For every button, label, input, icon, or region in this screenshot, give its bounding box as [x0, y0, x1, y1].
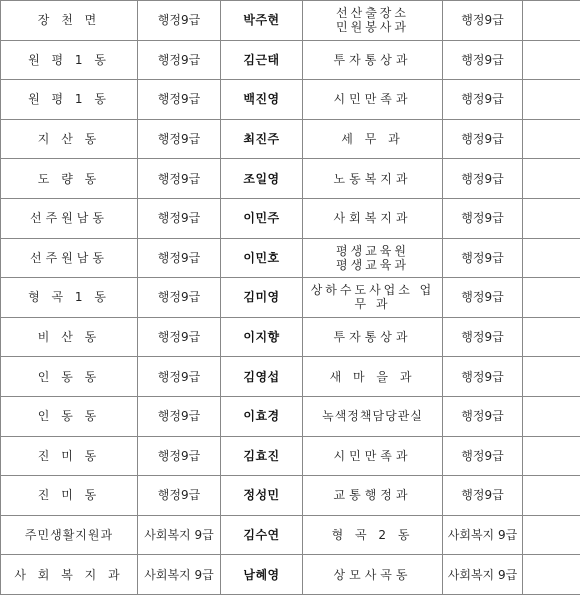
empty-cell: [523, 515, 580, 555]
table-row: [1, 238, 580, 278]
new-grade: 행정9급: [443, 238, 523, 278]
table-row: [1, 396, 580, 436]
empty-cell: [523, 317, 580, 357]
employee-name: 백진영: [221, 80, 303, 120]
new-grade: 행정9급: [443, 1, 523, 41]
employee-name: 이민호: [221, 238, 303, 278]
new-dept: 세 무 과: [303, 119, 443, 159]
table-row: [1, 317, 580, 357]
empty-cell: [523, 278, 580, 318]
employee-name: 김미영: [221, 278, 303, 318]
current-dept: 원 평 1 동: [1, 40, 138, 80]
current-grade: 행정9급: [138, 436, 221, 476]
empty-cell: [523, 436, 580, 476]
current-grade: 행정9급: [138, 119, 221, 159]
current-grade: 행정9급: [138, 476, 221, 516]
current-dept: 지 산 동: [1, 119, 138, 159]
table-row: [1, 40, 580, 80]
empty-cell: [523, 198, 580, 238]
new-grade: 사회복지 9급: [443, 515, 523, 555]
table-row: [1, 278, 580, 318]
empty-cell: [523, 159, 580, 199]
employee-name: 이효경: [221, 396, 303, 436]
empty-cell: [523, 40, 580, 80]
current-grade: 행정9급: [138, 80, 221, 120]
new-grade: 행정9급: [443, 159, 523, 199]
current-dept: 인 동 동: [1, 396, 138, 436]
new-dept: 사회복지과: [303, 198, 443, 238]
empty-cell: [523, 119, 580, 159]
current-dept: 주민생활지원과: [1, 515, 138, 555]
new-grade: 행정9급: [443, 357, 523, 397]
table-row: [1, 555, 580, 595]
empty-cell: [523, 357, 580, 397]
current-dept: 진 미 동: [1, 436, 138, 476]
table-row: [1, 1, 580, 41]
current-grade: 행정9급: [138, 159, 221, 199]
new-dept: 교통행정과: [303, 476, 443, 516]
current-dept: 인 동 동: [1, 357, 138, 397]
current-grade: 행정9급: [138, 396, 221, 436]
current-dept: 원 평 1 동: [1, 80, 138, 120]
empty-cell: [523, 80, 580, 120]
empty-cell: [523, 476, 580, 516]
current-dept: 비 산 동: [1, 317, 138, 357]
table-row: [1, 357, 580, 397]
new-dept: 새 마 을 과: [303, 357, 443, 397]
employee-name: 정성민: [221, 476, 303, 516]
current-dept: 선주원남동: [1, 238, 138, 278]
employee-name: 김근태: [221, 40, 303, 80]
table-row: [1, 436, 580, 476]
current-grade: 사회복지 9급: [138, 515, 221, 555]
table-row: [1, 198, 580, 238]
new-grade: 사회복지 9급: [443, 555, 523, 595]
new-dept: 투자통상과: [303, 317, 443, 357]
new-dept: 투자통상과: [303, 40, 443, 80]
employee-name: 김수연: [221, 515, 303, 555]
table-row: [1, 80, 580, 120]
new-dept: 상하수도사업소 업 무 과: [303, 278, 443, 318]
employee-name: 조일영: [221, 159, 303, 199]
new-grade: 행정9급: [443, 198, 523, 238]
current-dept: 진 미 동: [1, 476, 138, 516]
new-grade: 행정9급: [443, 119, 523, 159]
new-dept: 노동복지과: [303, 159, 443, 199]
new-grade: 행정9급: [443, 476, 523, 516]
table-row: [1, 476, 580, 516]
current-grade: 행정9급: [138, 238, 221, 278]
empty-cell: [523, 555, 580, 595]
current-dept: 형 곡 1 동: [1, 278, 138, 318]
current-grade: 행정9급: [138, 40, 221, 80]
current-grade: 행정9급: [138, 357, 221, 397]
empty-cell: [523, 396, 580, 436]
employee-name: 이민주: [221, 198, 303, 238]
employee-name: 박주현: [221, 1, 303, 41]
new-dept: 상모사곡동: [303, 555, 443, 595]
new-grade: 행정9급: [443, 396, 523, 436]
current-dept: 도 량 동: [1, 159, 138, 199]
current-grade: 행정9급: [138, 278, 221, 318]
table-row: [1, 515, 580, 555]
new-grade: 행정9급: [443, 317, 523, 357]
new-grade: 행정9급: [443, 436, 523, 476]
new-dept: 시민만족과: [303, 80, 443, 120]
current-grade: 행정9급: [138, 317, 221, 357]
employee-name: 남혜영: [221, 555, 303, 595]
current-dept: 장 천 면: [1, 1, 138, 41]
current-dept: 선주원남동: [1, 198, 138, 238]
employee-name: 김효진: [221, 436, 303, 476]
current-grade: 사회복지 9급: [138, 555, 221, 595]
table-row: [1, 119, 580, 159]
current-grade: 행정9급: [138, 1, 221, 41]
new-dept: 녹색정책담당관실: [303, 396, 443, 436]
new-dept: 시민만족과: [303, 436, 443, 476]
new-grade: 행정9급: [443, 278, 523, 318]
current-grade: 행정9급: [138, 198, 221, 238]
new-dept: 평생교육원 평생교육과: [303, 238, 443, 278]
new-dept: 선산출장소 민원봉사과: [303, 1, 443, 41]
new-grade: 행정9급: [443, 40, 523, 80]
empty-cell: [523, 1, 580, 41]
new-dept: 형 곡 2 동: [303, 515, 443, 555]
employee-name: 이지향: [221, 317, 303, 357]
empty-cell: [523, 238, 580, 278]
current-dept: 사 회 복 지 과: [1, 555, 138, 595]
new-grade: 행정9급: [443, 80, 523, 120]
employee-name: 김영섭: [221, 357, 303, 397]
table-row: [1, 159, 580, 199]
employee-name: 최진주: [221, 119, 303, 159]
